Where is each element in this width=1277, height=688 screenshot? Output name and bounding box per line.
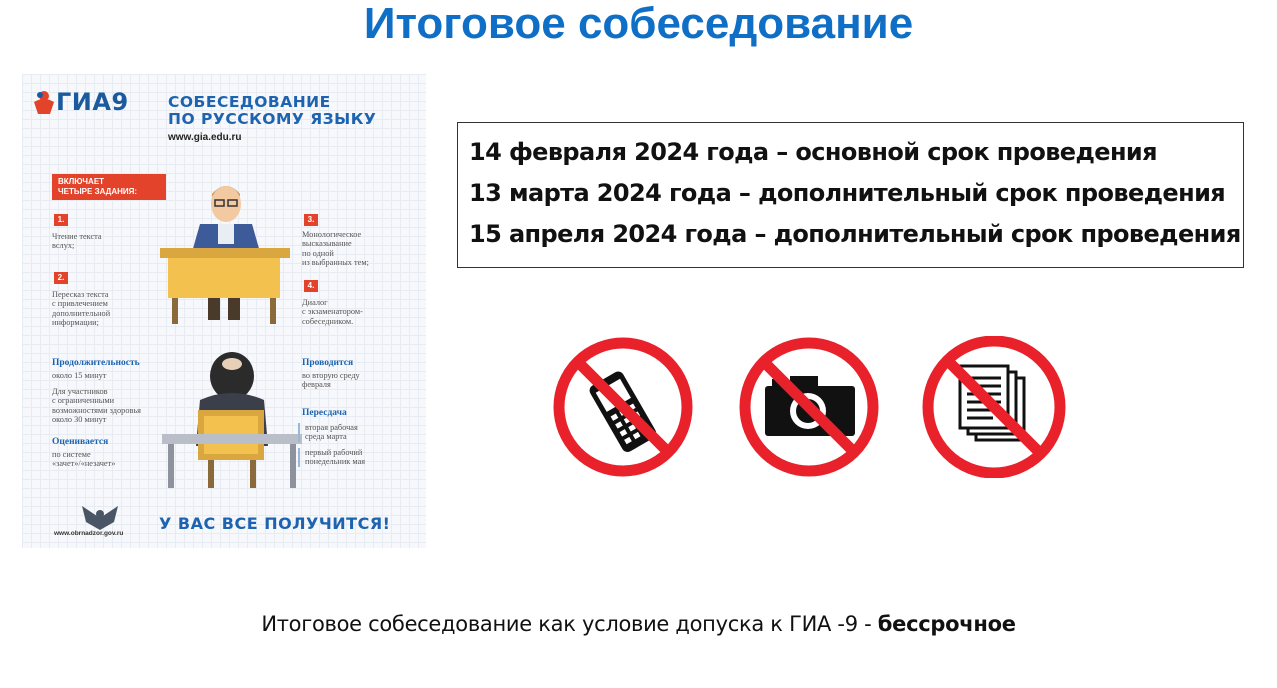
retake-label: Пересдача	[302, 408, 347, 418]
student-back-figure	[162, 352, 302, 488]
duration-label: Продолжительность	[52, 358, 140, 368]
no-papers-icon	[918, 336, 1070, 478]
no-phone-icon	[552, 336, 694, 478]
duration-extra-text: Для участников с ограниченными возможностями здоровья около 30 минут	[52, 387, 141, 425]
task-2-text: Пересказ текста с привлечением дополнительной информации;	[52, 290, 111, 328]
poster-slogan: У ВАС ВСЕ ПОЛУЧИТСЯ!	[159, 514, 391, 533]
gia9-logo-text: ГИА9	[56, 88, 129, 116]
student-front-figure	[160, 186, 290, 324]
gia9-poster	[22, 74, 426, 548]
task-1-number: 1.	[54, 214, 68, 226]
eagle-emblem-icon	[82, 506, 118, 530]
task-1-text: Чтение текста вслух;	[52, 232, 102, 251]
date-main: 14 февраля 2024 года – основной срок проведения	[469, 138, 1157, 166]
poster-url: www.gia.edu.ru	[168, 132, 242, 143]
task-4-text: Диалог с экзаменатором- собеседником.	[302, 298, 363, 326]
retake-text-a: вторая рабочая среда марта	[298, 423, 358, 442]
poster-heading: СОБЕСЕДОВАНИЕ ПО РУССКОМУ ЯЗЫКУ	[168, 93, 377, 128]
assessment-label: Оценивается	[52, 437, 109, 447]
footer-bold: бессрочное	[877, 612, 1016, 636]
obrnadzor-url: www.obrnadzor.gov.ru	[54, 530, 124, 537]
retake-text-b: первый рабочий понедельник мая	[298, 448, 365, 467]
held-text: во вторую среду февраля	[302, 371, 360, 390]
task-4-number: 4.	[304, 280, 318, 292]
task-3-text: Монологическое высказывание по одной из выбранных тем;	[302, 230, 369, 268]
date-additional-2: 15 апреля 2024 года – дополнительный срок проведения	[469, 220, 1241, 248]
date-additional-1: 13 марта 2024 года – дополнительный срок проведения	[469, 179, 1226, 207]
tasks-badge: ВКЛЮЧАЕТ ЧЕТЫРЕ ЗАДАНИЯ:	[52, 174, 166, 200]
gia-logo-icon	[34, 91, 54, 114]
held-label: Проводится	[302, 358, 354, 368]
task-3-number: 3.	[304, 214, 318, 226]
task-2-number: 2.	[54, 272, 68, 284]
duration-text: около 15 минут	[52, 371, 107, 380]
no-camera-icon	[738, 336, 880, 478]
admission-condition-text	[0, 612, 1277, 636]
footer-text: Итоговое собеседование как условие допуска к ГИА -9 -	[261, 612, 878, 636]
page-title: Итоговое собеседование	[363, 0, 914, 48]
assessment-text: по системе «зачет»/«незачет»	[52, 450, 116, 469]
dates-box	[457, 122, 1244, 268]
